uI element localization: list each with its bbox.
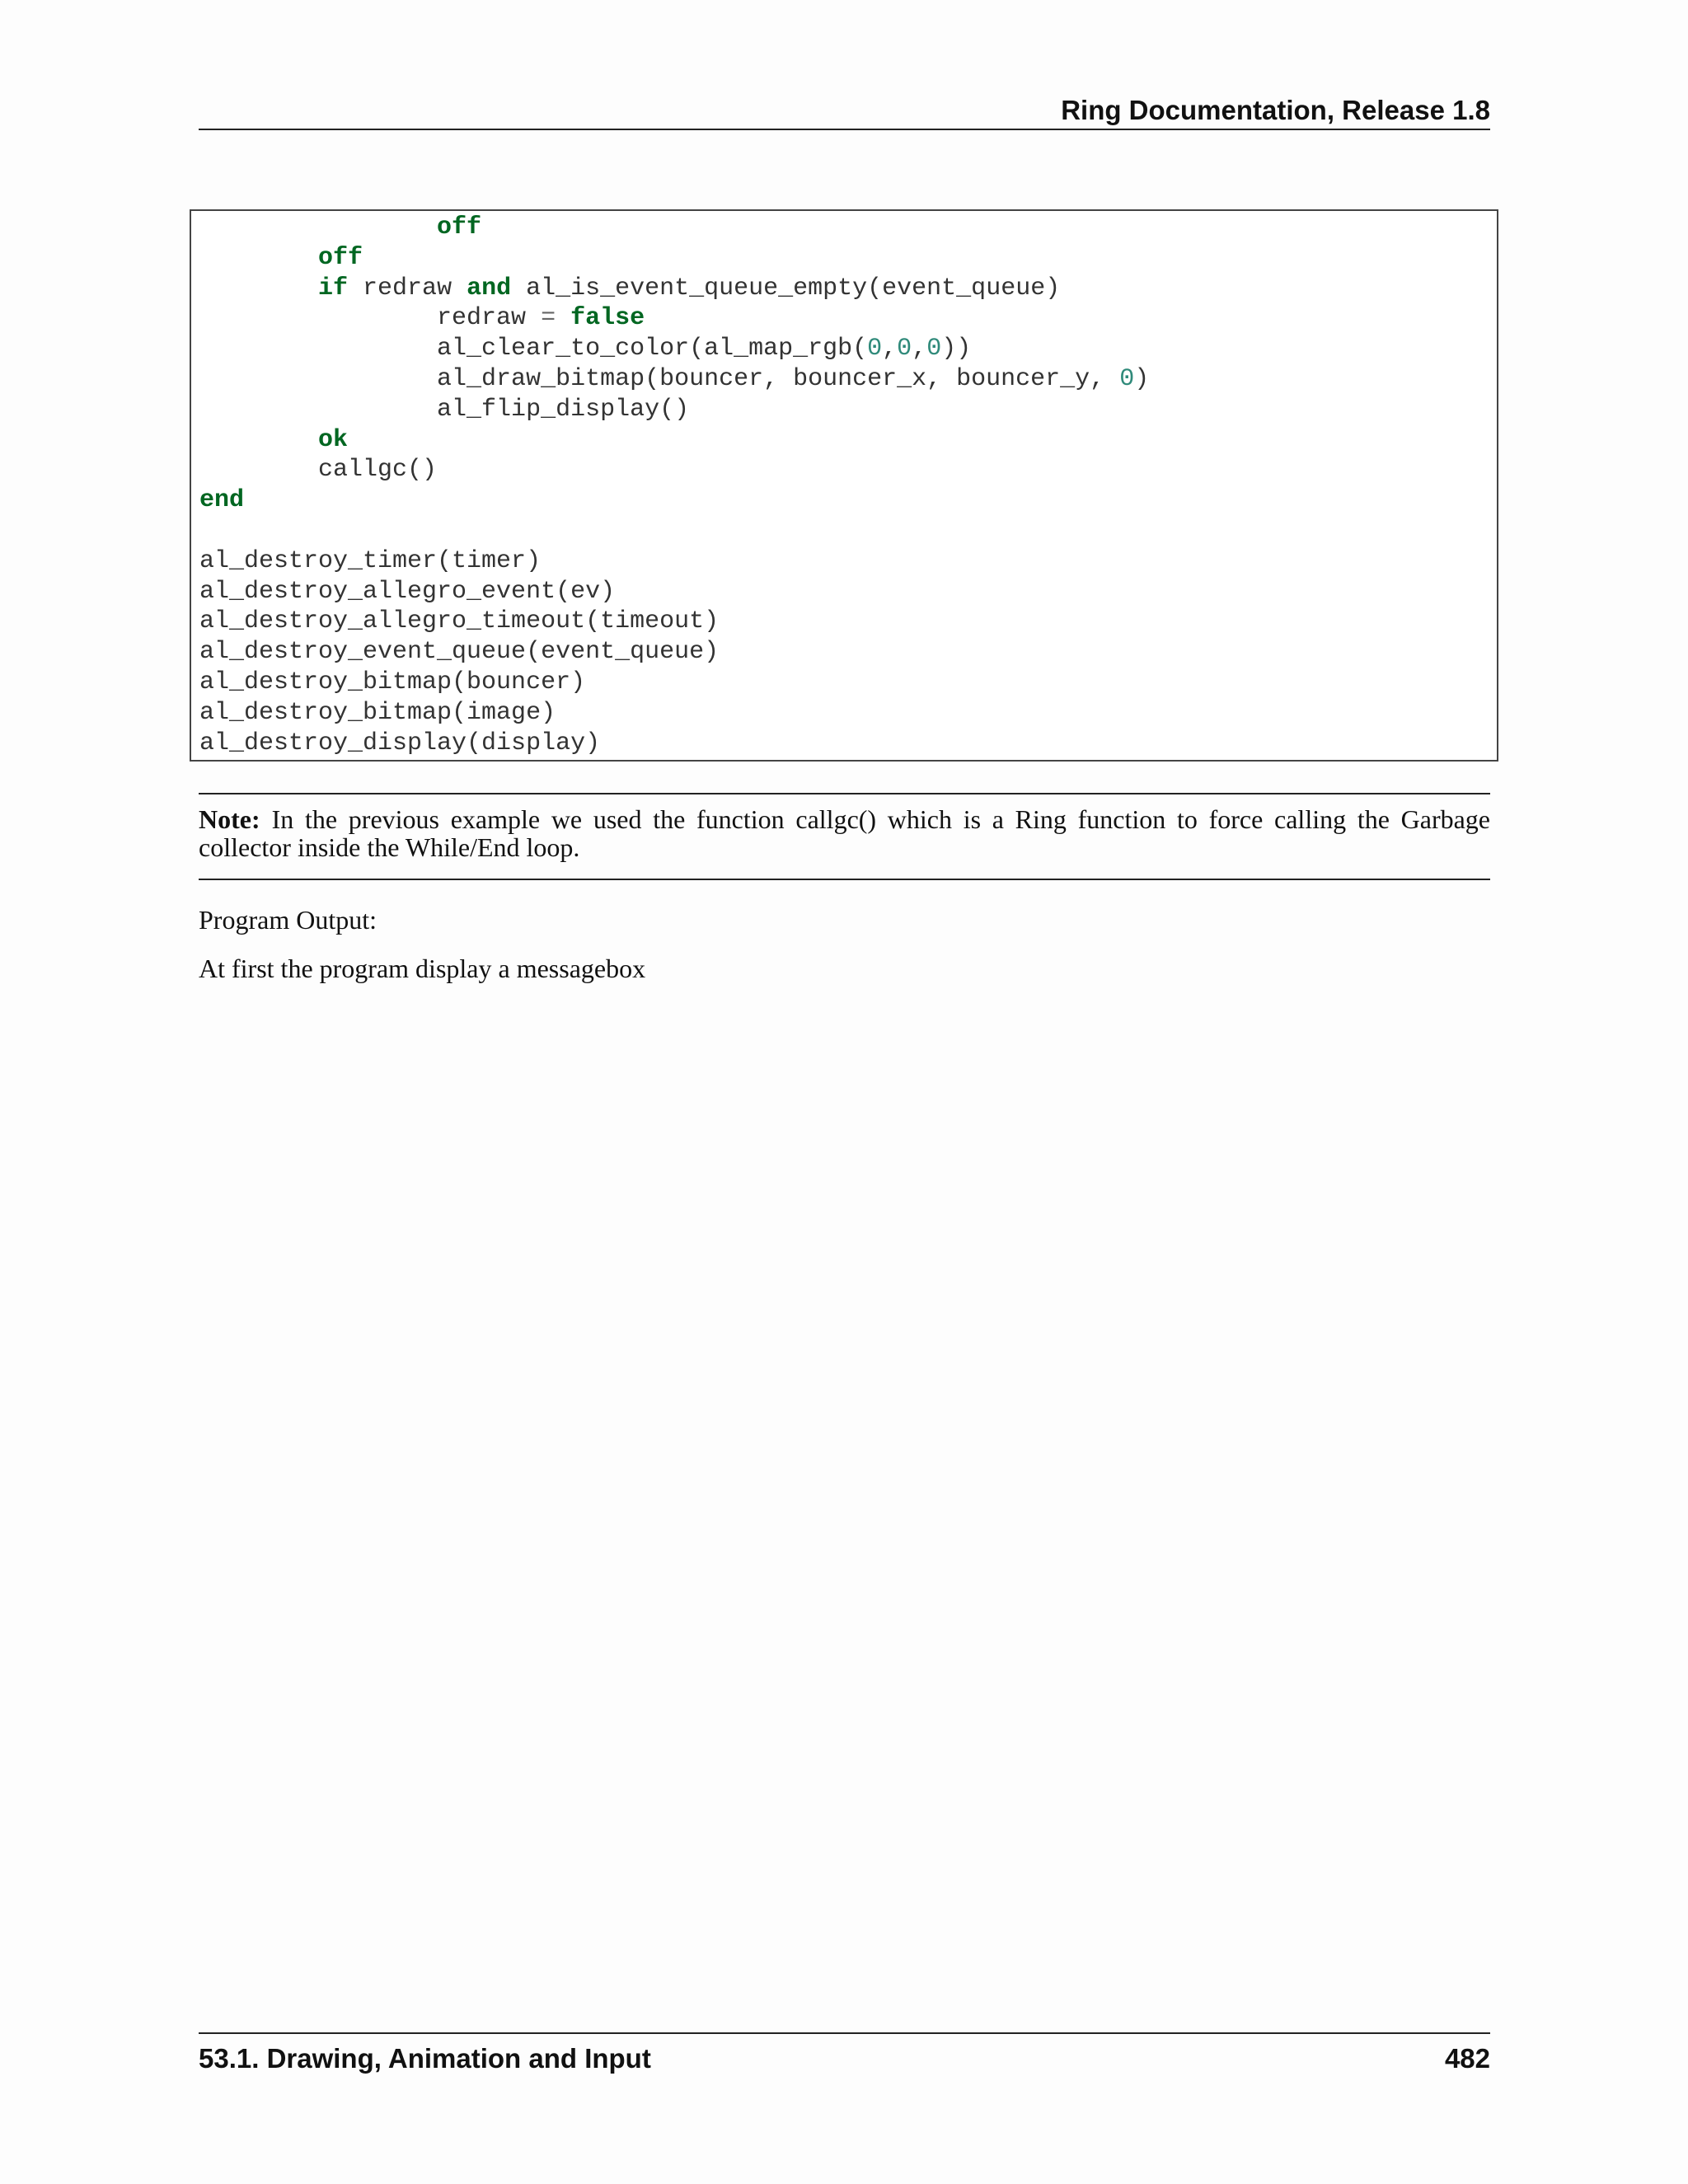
code-line xyxy=(199,213,1149,243)
code-token: redraw xyxy=(348,274,467,302)
code-token: al_destroy_event_queue(event_queue) xyxy=(199,638,720,667)
code-line xyxy=(199,637,1149,668)
code-token xyxy=(556,304,570,332)
code-token: )) xyxy=(941,335,972,363)
code-line xyxy=(199,729,1149,759)
code-token: , xyxy=(882,335,898,363)
note-text: In the previous example we used the function callgc() which is a Ring function to force calling the Garbage collector inside the While/End loop. xyxy=(199,804,1490,862)
code-token: al_is_event_queue_empty(event_queue) xyxy=(511,274,1061,302)
code-line xyxy=(199,577,1149,607)
page-header xyxy=(199,91,1490,130)
code-token: al_clear_to_color(al_map_rgb( xyxy=(199,335,868,363)
code-token xyxy=(199,244,318,272)
code-number: 0 xyxy=(1119,364,1135,393)
code-line xyxy=(199,455,1149,485)
code-line xyxy=(199,274,1149,304)
code-line xyxy=(199,364,1149,395)
code-token: al_draw_bitmap(bouncer, bouncer_x, bouncer_y, xyxy=(199,364,1120,393)
code-line xyxy=(199,395,1149,425)
code-keyword: ok xyxy=(318,425,349,454)
first-display-paragraph: At first the program display a messagebox xyxy=(199,954,646,983)
code-line xyxy=(199,607,1149,637)
code-block xyxy=(190,209,1498,762)
code-number: 0 xyxy=(926,335,942,363)
code-token: = xyxy=(541,304,556,333)
code-token: al_flip_display() xyxy=(199,395,690,424)
code-keyword: if xyxy=(318,274,349,302)
code-token xyxy=(199,213,437,241)
code-token: al_destroy_allegro_event(ev) xyxy=(199,577,616,606)
note-label: Note: xyxy=(199,804,260,834)
code-token xyxy=(199,426,318,454)
code-keyword: off xyxy=(437,213,482,241)
code-keyword: false xyxy=(570,304,645,333)
code-token: al_destroy_display(display) xyxy=(199,729,601,757)
note-box xyxy=(199,793,1490,880)
code-keyword: and xyxy=(467,274,512,302)
code-token: al_destroy_allegro_timeout(timeout) xyxy=(199,607,720,636)
code-token: al_destroy_bitmap(image) xyxy=(199,698,556,727)
document-title: Ring Documentation, Release 1.8 xyxy=(1061,95,1490,125)
program-output-paragraph: Program Output: xyxy=(199,905,377,935)
page-number: 482 xyxy=(1444,2043,1490,2074)
code-line xyxy=(199,516,1149,546)
code-keyword: off xyxy=(318,243,363,272)
code-line xyxy=(199,546,1149,577)
section-title: 53.1. Drawing, Animation and Input xyxy=(199,2043,651,2074)
code-line xyxy=(199,334,1149,364)
code-line xyxy=(199,668,1149,698)
code-token: redraw xyxy=(199,304,542,333)
code-token: , xyxy=(912,335,927,363)
code-line xyxy=(199,425,1149,456)
code-line xyxy=(199,303,1149,334)
code-keyword: end xyxy=(199,486,245,515)
code-number: 0 xyxy=(897,335,912,363)
code-token: al_destroy_bitmap(bouncer) xyxy=(199,668,586,696)
code-token: al_destroy_timer(timer) xyxy=(199,546,542,575)
code-line xyxy=(199,698,1149,729)
code-token: callgc() xyxy=(199,456,438,485)
code-token: ) xyxy=(1134,364,1150,393)
code-listing xyxy=(199,213,1149,758)
code-line xyxy=(199,485,1149,516)
code-token xyxy=(199,274,318,302)
page-footer xyxy=(199,2032,1490,2075)
code-line xyxy=(199,243,1149,274)
code-number: 0 xyxy=(867,335,883,363)
